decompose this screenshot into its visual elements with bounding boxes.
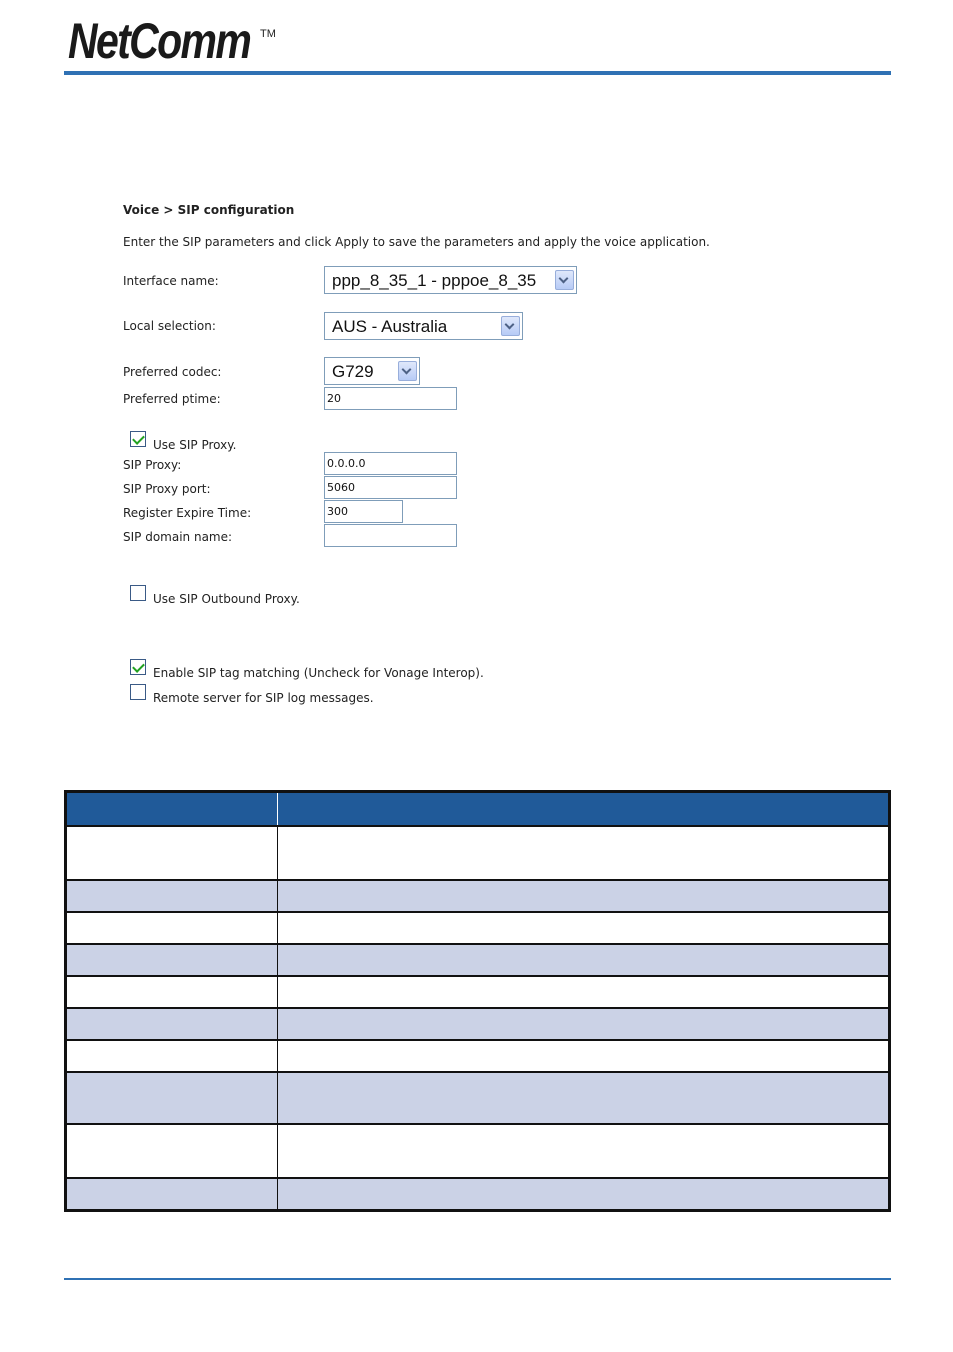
table-cell [278,1040,890,1072]
table-row [66,944,890,976]
chevron-down-icon[interactable] [398,361,417,381]
use-sip-proxy-checkbox[interactable] [130,431,146,447]
sip-proxy-port-input[interactable]: 5060 [324,476,457,499]
remote-server-sip-log-checkbox[interactable] [130,684,146,700]
preferred-ptime-label: Preferred ptime: [123,392,221,406]
table-cell [278,1072,890,1124]
preferred-ptime-input[interactable]: 20 [324,387,457,410]
chevron-down-icon[interactable] [555,270,574,290]
preferred-codec-label: Preferred codec: [123,365,222,379]
interface-name-label: Interface name: [123,274,219,288]
table-cell [278,944,890,976]
table-row [66,1072,890,1124]
enable-sip-tag-matching-checkbox[interactable] [130,659,146,675]
use-sip-outbound-proxy-checkbox[interactable] [130,585,146,601]
table-header-cell [278,792,890,827]
register-expire-time-input[interactable]: 300 [324,500,403,523]
table-cell [66,912,278,944]
table-cell [66,976,278,1008]
table-cell [66,1040,278,1072]
table-row [66,1008,890,1040]
table-cell [278,1124,890,1178]
table-cell [278,880,890,912]
local-selection-select[interactable] [324,312,523,340]
table-header-row [66,792,890,827]
table-cell [66,826,278,880]
table-row [66,1124,890,1178]
table-row [66,912,890,944]
table-row [66,880,890,912]
table-row [66,1040,890,1072]
preferred-codec-select[interactable] [324,357,420,385]
sip-proxy-port-label: SIP Proxy port: [123,482,211,496]
use-sip-proxy-label: Use SIP Proxy. [153,438,237,452]
table-cell [278,826,890,880]
sip-proxy-label: SIP Proxy: [123,458,182,472]
trademark: TM [260,28,276,40]
use-sip-outbound-proxy-label: Use SIP Outbound Proxy. [153,592,300,606]
footer-divider [64,1278,891,1280]
table-cell [278,912,890,944]
table-cell [278,1008,890,1040]
table-row [66,826,890,880]
table-cell [66,944,278,976]
preferred-codec-value: G729 [332,362,374,381]
table-cell [66,1072,278,1124]
table-cell [66,1008,278,1040]
enable-sip-tag-matching-label: Enable SIP tag matching (Uncheck for Vonage Interop). [153,666,484,680]
settings-description-table [64,790,891,1212]
table-cell [278,1178,890,1210]
interface-name-value: ppp_8_35_1 - pppoe_8_35 [332,271,537,290]
chevron-down-icon[interactable] [501,316,520,336]
table-cell [66,880,278,912]
table-row [66,1178,890,1210]
remote-server-sip-log-label: Remote server for SIP log messages. [153,691,374,705]
table-cell [66,1178,278,1210]
interface-name-select[interactable] [324,266,577,294]
table-row [66,976,890,1008]
breadcrumb: Voice > SIP configuration [123,203,295,217]
table-cell [66,1124,278,1178]
sip-domain-name-input[interactable] [324,524,457,547]
netcomm-logo: NetComm [68,13,251,69]
table-cell [278,976,890,1008]
sip-domain-name-label: SIP domain name: [123,530,233,544]
sip-proxy-input[interactable]: 0.0.0.0 [324,452,457,475]
register-expire-time-label: Register Expire Time: [123,506,252,520]
intro-text: Enter the SIP parameters and click Apply to save the parameters and apply the voice application. [123,235,710,249]
table-header-cell [66,792,278,827]
local-selection-label: Local selection: [123,319,216,333]
local-selection-value: AUS - Australia [332,317,448,336]
